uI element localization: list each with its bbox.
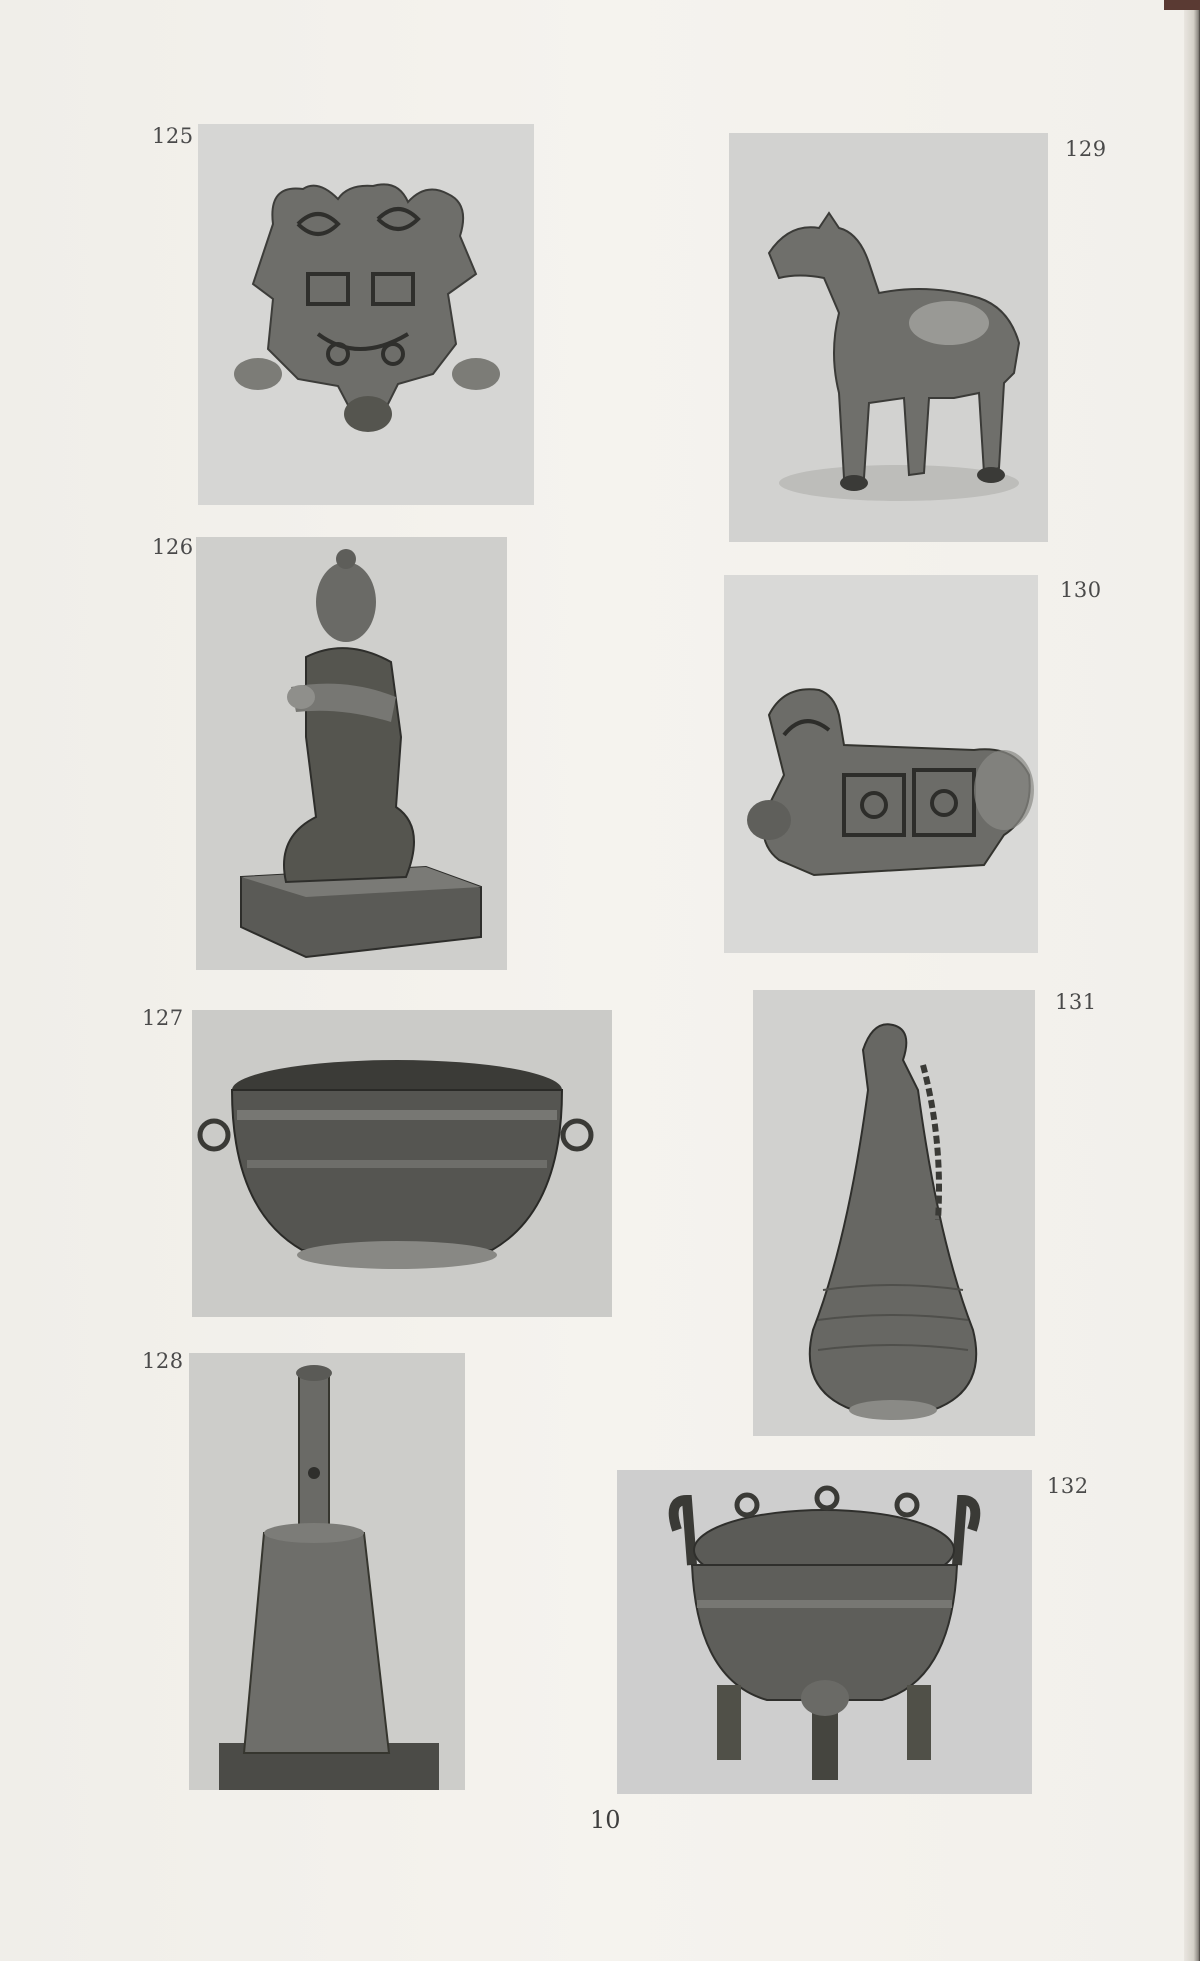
figure-number-125: 125 [152,124,194,148]
figure-127-photo [192,1010,612,1317]
figure-number-127: 127 [142,1006,184,1030]
figure-number-132: 132 [1047,1474,1089,1498]
bowl-image [192,1010,612,1317]
figure-number-131: 131 [1055,990,1097,1014]
openwork-plaque-image [198,124,534,505]
bell-image [189,1353,465,1790]
figure-132-photo [617,1470,1032,1794]
figure-125-photo [198,124,534,505]
figure-number-126: 126 [152,535,194,559]
ding-vessel-image [617,1470,1032,1794]
figure-number-129: 129 [1065,137,1107,161]
figure-128-photo [189,1353,465,1790]
figure-number-130: 130 [1060,578,1102,602]
figure-130-photo [724,575,1038,953]
figure-131-photo [753,990,1035,1436]
corner-tab [1164,0,1200,10]
figure-129-photo [729,133,1048,542]
figure-number-128: 128 [142,1349,184,1373]
page-edge [1184,0,1200,1961]
kneeling-figure-image [196,537,507,970]
page-number: 10 [590,1806,621,1834]
figure-126-photo [196,537,507,970]
flask-image [753,990,1035,1436]
horse-image [729,133,1048,542]
animal-vessel-image [724,575,1038,953]
